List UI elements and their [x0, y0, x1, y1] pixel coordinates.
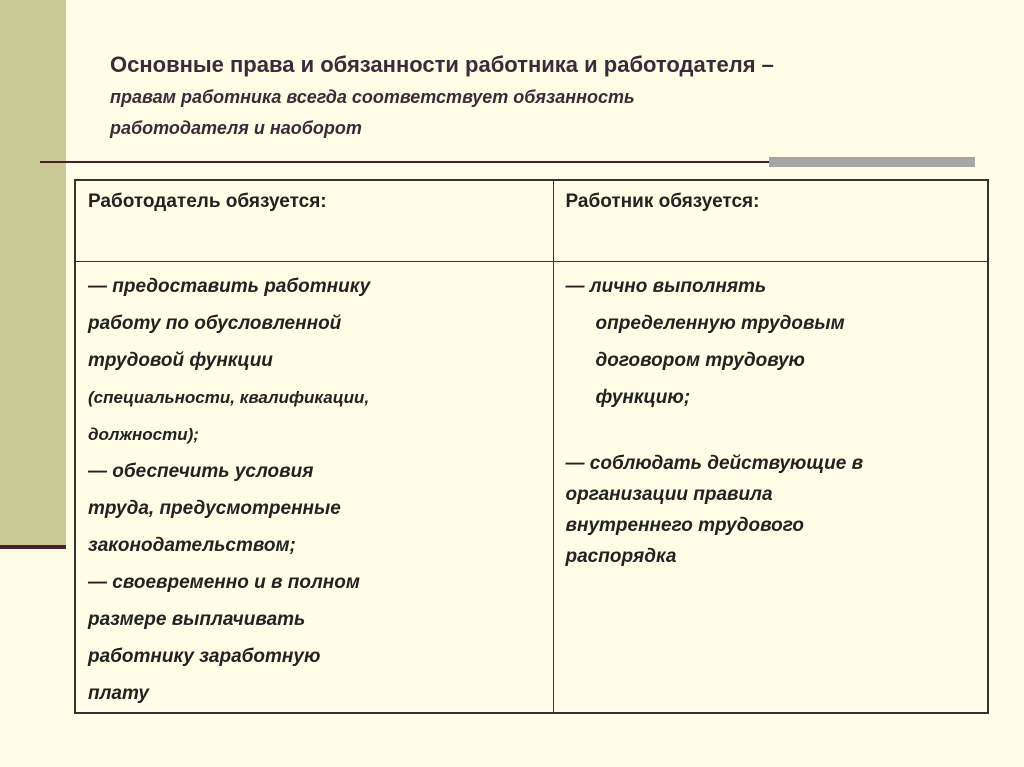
employer-line: — обеспечить условия: [88, 460, 314, 482]
employee-line: договором трудовую: [595, 349, 805, 371]
block-spacer: [566, 416, 978, 448]
header-employer: Работодатель обязуется:: [75, 180, 553, 261]
slide-subtitle-line-2: работодателя и наоборот: [110, 118, 362, 138]
slide-subtitle-line-1: правам работника всегда соответствует обязанность: [110, 87, 635, 107]
employer-line: работу по обусловленной: [88, 312, 342, 334]
employee-line: внутреннего трудового: [565, 514, 804, 536]
slide-title-block: [110, 48, 990, 144]
employer-line: труда, предусмотренные: [88, 497, 341, 519]
table-body-row: [75, 261, 988, 713]
employer-line: законодательством;: [88, 534, 296, 556]
employer-line: — предоставить работнику: [88, 275, 371, 297]
employer-line: плату: [88, 682, 149, 704]
employee-line: распорядка: [565, 545, 677, 567]
employer-line: — своевременно и в полном: [88, 571, 360, 593]
table-header-row: [75, 180, 988, 261]
employee-line: определенную трудовым: [595, 312, 845, 334]
decorative-side-band: [0, 0, 66, 546]
employee-obligations: [553, 261, 988, 713]
obligations-table: [74, 179, 989, 714]
employee-line: — лично выполнять: [565, 275, 767, 297]
employer-line: размере выплачивать: [88, 608, 306, 630]
title-accent-bar: [769, 157, 975, 167]
employer-line: работнику заработную: [88, 645, 321, 667]
decorative-side-line: [0, 545, 66, 549]
header-employee: Работник обязуется:: [553, 180, 988, 261]
employee-line: функцию;: [595, 386, 691, 408]
employer-line: должности);: [88, 424, 199, 444]
employer-obligations: [75, 261, 553, 713]
employer-line: (специальности, квалификации,: [88, 387, 370, 407]
employee-line: организации правила: [565, 483, 773, 505]
employer-line: трудовой функции: [88, 349, 273, 371]
employee-line: — соблюдать действующие в: [565, 452, 864, 474]
slide-title: Основные права и обязанности работника и работодателя –: [110, 52, 774, 77]
